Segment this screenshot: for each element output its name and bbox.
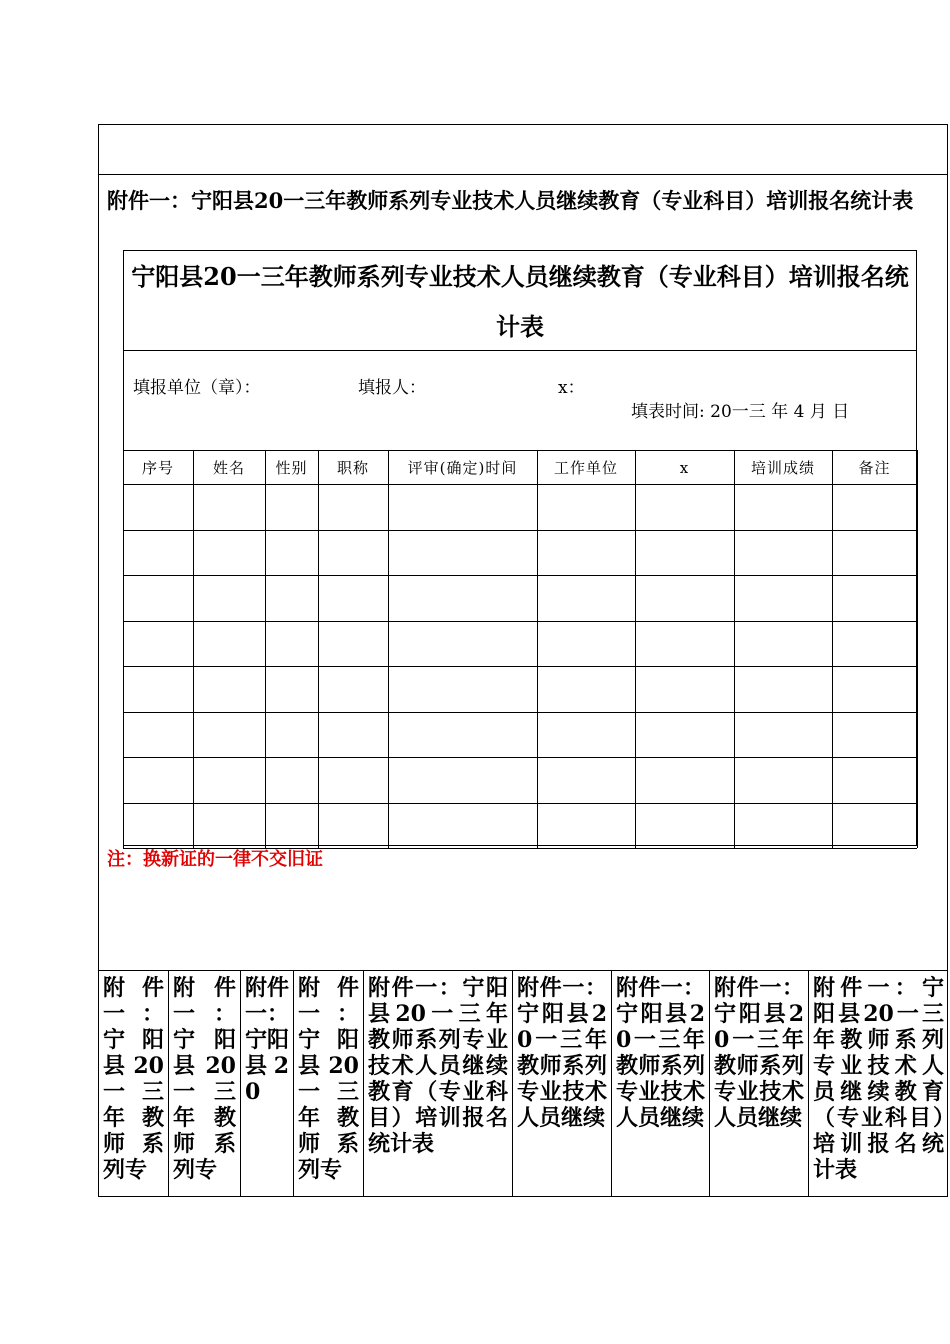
table-row-border: [123, 575, 917, 576]
column-header: 培训成绩: [750, 459, 815, 477]
divider-line: [98, 970, 948, 971]
repeated-heading-cell: 附件一：宁阳县20一三年教师系列专业技术人员继续: [616, 975, 705, 1131]
table-column-border: [193, 450, 194, 848]
column-header: 序号: [141, 459, 174, 477]
table-border: [123, 450, 917, 451]
repeated-heading-cell: 附件一：宁阳县20一三年教师系列专业技术人员继续教育（专业科目）培训报名统计表: [368, 975, 508, 1157]
x-label: x：: [558, 378, 585, 398]
note-text: 注：换新证的一律不交旧证: [107, 849, 323, 870]
fill-unit-label: 填报单位（章）：: [133, 378, 261, 398]
table-column-border: [318, 450, 319, 848]
table-column-border: [123, 450, 124, 848]
column-header: 姓名: [212, 459, 245, 477]
table-row-border: [123, 621, 917, 622]
divider-line: [98, 174, 948, 175]
table-column-border: [734, 450, 735, 848]
table-column-border: [635, 450, 636, 848]
divider-line: [123, 350, 917, 351]
repeated-heading-cell: 附件一：宁阳县20: [245, 975, 290, 1105]
table-column-border: [832, 450, 833, 848]
repeated-heading-cell: 附件一：宁阳县20一三年教师系列专: [173, 975, 236, 1183]
column-header: 职称: [336, 459, 369, 477]
column-header: x: [679, 459, 690, 477]
repeated-heading-cell: 附件一：宁阳县20一三年教师系列专业技术人员继续教育（专业科目）培训报名统计表: [813, 975, 944, 1183]
table-row-border: [123, 712, 917, 713]
repeated-heading-cell: 附件一：宁阳县20一三年教师系列专业技术人员继续: [517, 975, 607, 1131]
table-row-border: [123, 803, 917, 804]
column-header: 工作单位: [553, 459, 618, 477]
fill-time-label: 填表时间: 20一三 年 4 月 日: [631, 402, 850, 422]
table-column-border: [917, 450, 918, 848]
table-header-border: [123, 484, 917, 485]
attachment-heading: 附件一：宁阳县20一三年教师系列专业技术人员继续教育（专业科目）培训报名统计表: [107, 188, 914, 213]
table-column-border: [388, 450, 389, 848]
table-row-border: [123, 530, 917, 531]
repeated-heading-cell: 附件一：宁阳县20一三年教师系列专: [298, 975, 359, 1183]
column-header: 备注: [858, 459, 891, 477]
table-column-border: [537, 450, 538, 848]
table-row-border: [123, 757, 917, 758]
column-header: 性别: [275, 459, 308, 477]
repeated-heading-cell: 附件一：宁阳县20一三年教师系列专: [103, 975, 164, 1183]
table-row-border: [123, 666, 917, 667]
repeated-heading-cell: 附件一：宁阳县20一三年教师系列专业技术人员继续: [714, 975, 804, 1131]
column-header: 评审(确定)时间: [407, 459, 518, 477]
filler-label: 填报人：: [358, 378, 426, 398]
form-title: 宁阳县20一三年教师系列专业技术人员继续教育（专业科目）培训报名统计表: [131, 262, 909, 341]
table-column-border: [265, 450, 266, 848]
